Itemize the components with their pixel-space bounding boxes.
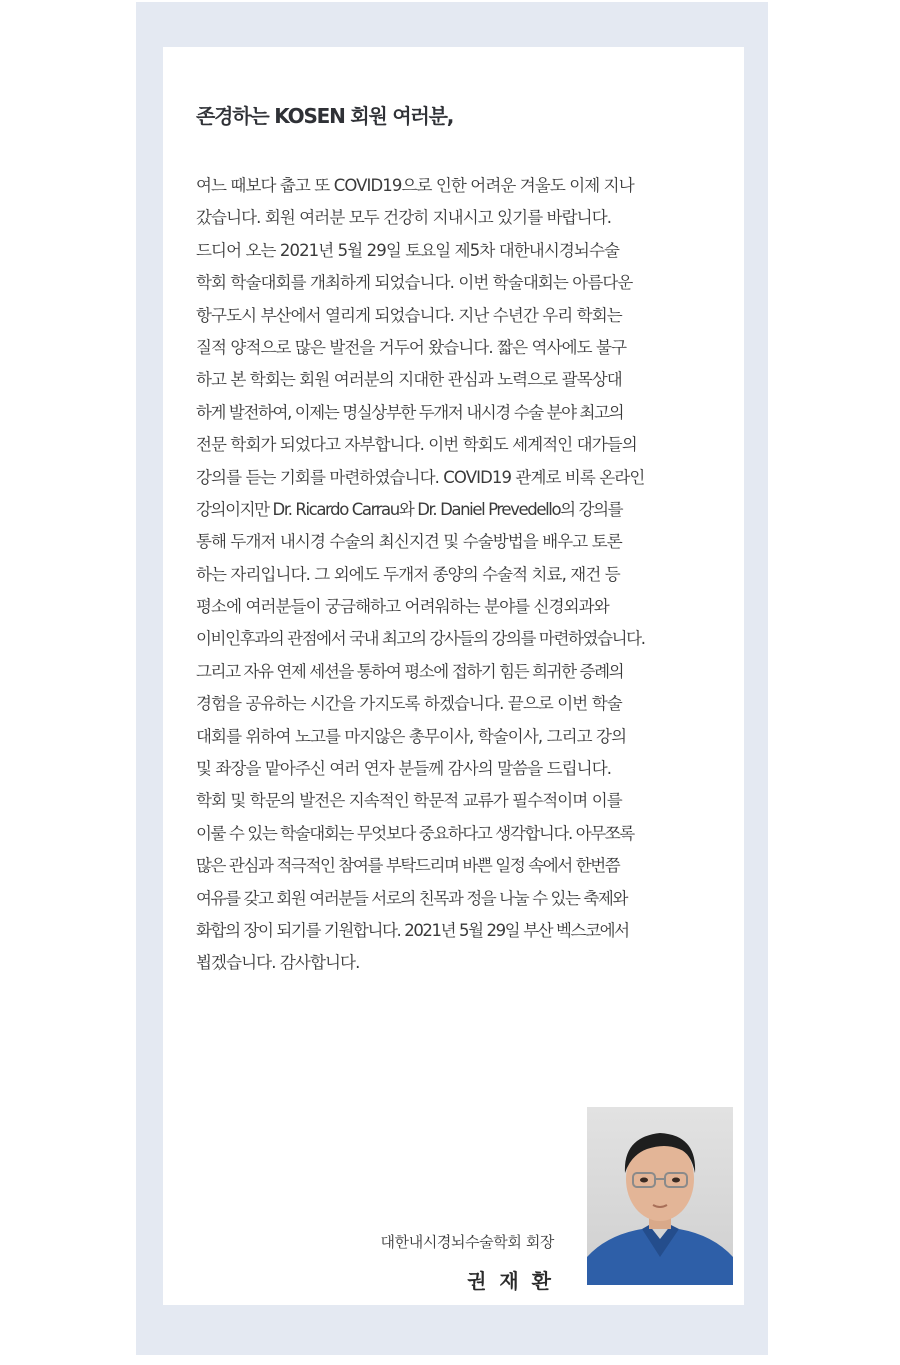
letter-line: 평소에 여러분들이 궁금해하고 어려워하는 분야를 신경외과와 — [196, 597, 609, 617]
signature-name: 권 재 환 — [467, 1269, 554, 1293]
letter-line: 화합의 장이 되기를 기원합니다. 2021년 5월 29일 부산 벡스코에서 — [196, 920, 629, 940]
letter-line: 여유를 갖고 회원 여러분들 서로의 친목과 정을 나눌 수 있는 축제와 — [196, 888, 628, 908]
letter-line: 강의를 듣는 기회를 마련하였습니다. COVID19 관계로 비록 온라인 — [196, 467, 645, 487]
letter-line: 하게 발전하여, 이제는 명실상부한 두개저 내시경 수술 분야 최고의 — [196, 402, 624, 422]
letter-line: 드디어 오는 2021년 5월 29일 토요일 제5차 대한내시경뇌수술 — [196, 240, 620, 260]
letter-line: 통해 두개저 내시경 수술의 최신지견 및 수술방법을 배우고 토론 — [196, 532, 622, 552]
letter-line: 강의이지만 Dr. Ricardo Carrau와 Dr. Daniel Prevedello의 강의를 — [196, 499, 623, 519]
signature-title: 대한내시경뇌수술학회 회장 — [380, 1233, 554, 1251]
portrait-illustration — [587, 1107, 733, 1285]
letter-body — [196, 170, 722, 980]
letter-line: 경험을 공유하는 시간을 가지도록 하겠습니다. 끝으로 이번 학술 — [196, 694, 622, 714]
letter-line: 이비인후과의 관점에서 국내 최고의 강사들의 강의를 마련하였습니다. — [196, 629, 645, 649]
letter-greeting: 존경하는 KOSEN 회원 여러분, — [196, 104, 454, 128]
letter-line: 많은 관심과 적극적인 참여를 부탁드리며 바쁜 일정 속에서 한번쯤 — [196, 856, 620, 876]
letter-line: 여느 때보다 춥고 또 COVID19으로 인한 어려운 겨울도 이제 지나 — [196, 176, 634, 195]
letter-line: 전문 학회가 되었다고 자부합니다. 이번 학회도 세계적인 대가들의 — [196, 435, 637, 455]
president-portrait — [587, 1107, 733, 1285]
letter-line: 학회 및 학문의 발전은 지속적인 학문적 교류가 필수적이며 이를 — [196, 791, 622, 811]
letter-line: 하고 본 학회는 회원 여러분의 지대한 관심과 노력으로 괄목상대 — [196, 370, 622, 390]
letter-line: 대회를 위하여 노고를 마지않은 총무이사, 학술이사, 그리고 강의 — [196, 726, 627, 746]
letter-line: 학회 학술대회를 개최하게 되었습니다. 이번 학술대회는 아름다운 — [196, 273, 633, 293]
letter-line: 그리고 자유 연제 세션을 통하여 평소에 접하기 힘든 희귀한 증례의 — [196, 661, 624, 681]
letter-line: 항구도시 부산에서 열리게 되었습니다. 지난 수년간 우리 학회는 — [196, 305, 622, 325]
letter-line: 하는 자리입니다. 그 외에도 두개저 종양의 수술적 치료, 재건 등 — [196, 564, 620, 584]
letter-line: 갔습니다. 회원 여러분 모두 건강히 지내시고 있기를 바랍니다. — [196, 208, 612, 228]
letter-line: 이룰 수 있는 학술대회는 무엇보다 중요하다고 생각합니다. 아무쪼록 — [196, 823, 634, 843]
letter-line: 뵙겠습니다. 감사합니다. — [196, 953, 360, 973]
letter-line: 질적 양적으로 많은 발전을 거두어 왔습니다. 짧은 역사에도 불구 — [196, 337, 627, 357]
letter-line: 및 좌장을 맡아주신 여러 연자 분들께 감사의 말씀을 드립니다. — [196, 759, 612, 779]
